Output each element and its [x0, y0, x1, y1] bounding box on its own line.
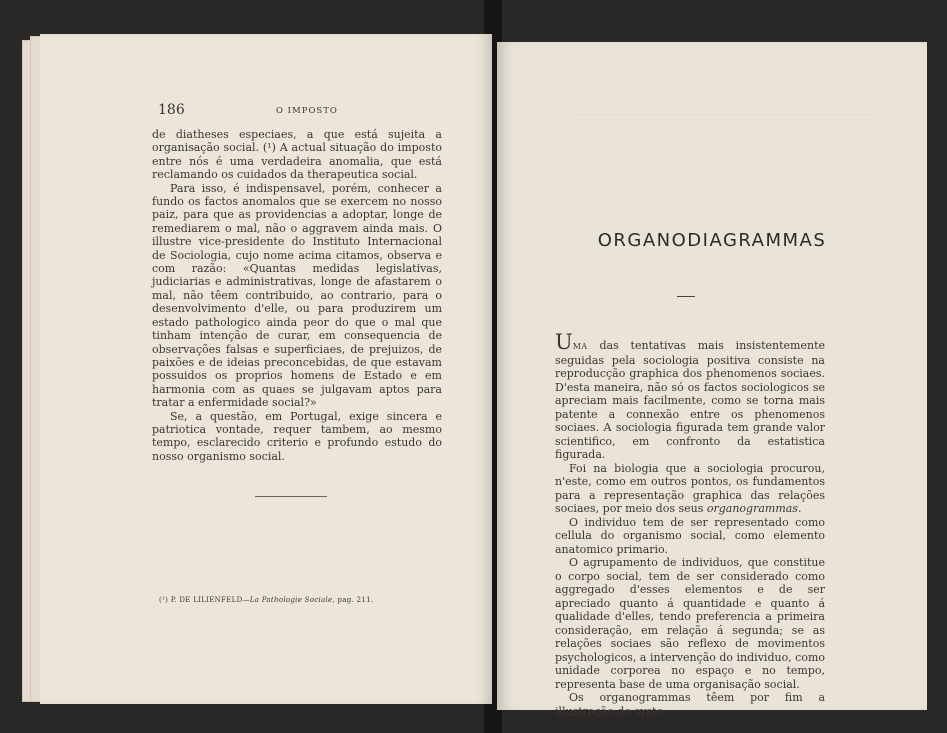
paragraph: Se, a questão, em Portugal, exige sincera e patriotica vontade, requer tambem, ao mesmo tempo, esclarecido criterio e profundo estudo do nosso organismo social.: [152, 409, 442, 463]
title-dash: [677, 296, 695, 297]
footnote-ref: (¹): [159, 596, 169, 604]
page-number: 186: [158, 102, 185, 118]
drop-cap: U: [555, 330, 573, 354]
footnote-author: P. DE LILIENFELD: [170, 596, 243, 604]
running-head: O IMPOSTO: [276, 106, 338, 116]
footnote-page: , pag. 211.: [332, 596, 374, 604]
paragraph: O individuo tem de ser representado como cellula do organismo social, como elemento anatomico primario.: [555, 515, 825, 556]
footnote: [159, 596, 373, 604]
paragraph-text: .: [797, 502, 802, 515]
show-through: [577, 114, 877, 125]
right-page: [497, 42, 927, 718]
paragraph: de diatheses especiaes, a que está sujeita a organisação social. (¹) A actual situação do imposto entre nós é uma verdadeira anomalia, que está reclamando os cuidados da therapeutica social.: [152, 128, 442, 182]
paragraph: Os organogrammas têem por fim a illustração do syste-: [555, 691, 825, 718]
right-body-text: [555, 330, 826, 718]
drop-cap-rest: MA: [572, 342, 588, 351]
left-body-text: [152, 128, 442, 463]
paragraph: [555, 330, 825, 462]
paragraph: O agrupamento de individuos, que constitue o corpo social, tem de ser considerado como aggregado d'esses elementos e de ser apreciado quanto á quantidade e quanto á qualidade d'elles, tendo preferencia a primeira consideração, em relação á segunda; se as relações sociaes são reflexo de movimentos psychologicos, a intervenção do individuo, como unidade corporea no espaço e no tempo, representa base de uma organisação social.: [555, 556, 826, 691]
italic-term: organogrammas: [706, 502, 798, 515]
left-page: [40, 34, 492, 704]
footnote-title: —La Pathologie Sociale: [242, 596, 333, 604]
paragraph-text: Foi na biologia que a sociologia procurou, n'este, como em outros pontos, os fundamentos para a representação graphica das relações sociaes, por meio dos seus: [555, 461, 825, 515]
section-rule: [255, 496, 327, 497]
paragraph: Para isso, é indispensavel, porém, conhecer a fundo os factos anomalos que se exercem no nosso paiz, para que as providencias a adoptar, longe de remediarem o mal, não o aggravem ainda mais. O illustre vice-presidente do Instituto Internacional de Sociologia, cujo nome acima citamos, observa e com razão: «Quantas medidas legislativas, judiciarias e administrativas, longe de afastarem o mal, não têem contribuido, ao contrario, para o desenvolvimento d'elle, ou para produzirem um estado pathologico ainda peor do que o mal que tinham intenção de curar, em consequencia de observações falsas e superficiaes, de prejuizos, de paixões e de ideias preconcebidas, de que estavam possuidos os proprios homens de Estado e em harmonia com as quaes se julgavam aptos para tratar a enfermidade social?»: [152, 181, 442, 410]
chapter-title: ORGANODIAGRAMMAS: [597, 230, 827, 251]
paragraph-text: das tentativas mais insistentemente seguidas pela sociologia positiva consiste na reproducção graphica dos phenomenos sociaes. D'esta maneira, não só os factos sociologicos se apreciam mais facilmente, como se torna mais patente a connexão entre os phenomenos sociaes. A sociologia figurada tem grande valor scientifico, em confronto da estatistica figurada.: [555, 339, 825, 461]
paragraph: [555, 462, 825, 516]
